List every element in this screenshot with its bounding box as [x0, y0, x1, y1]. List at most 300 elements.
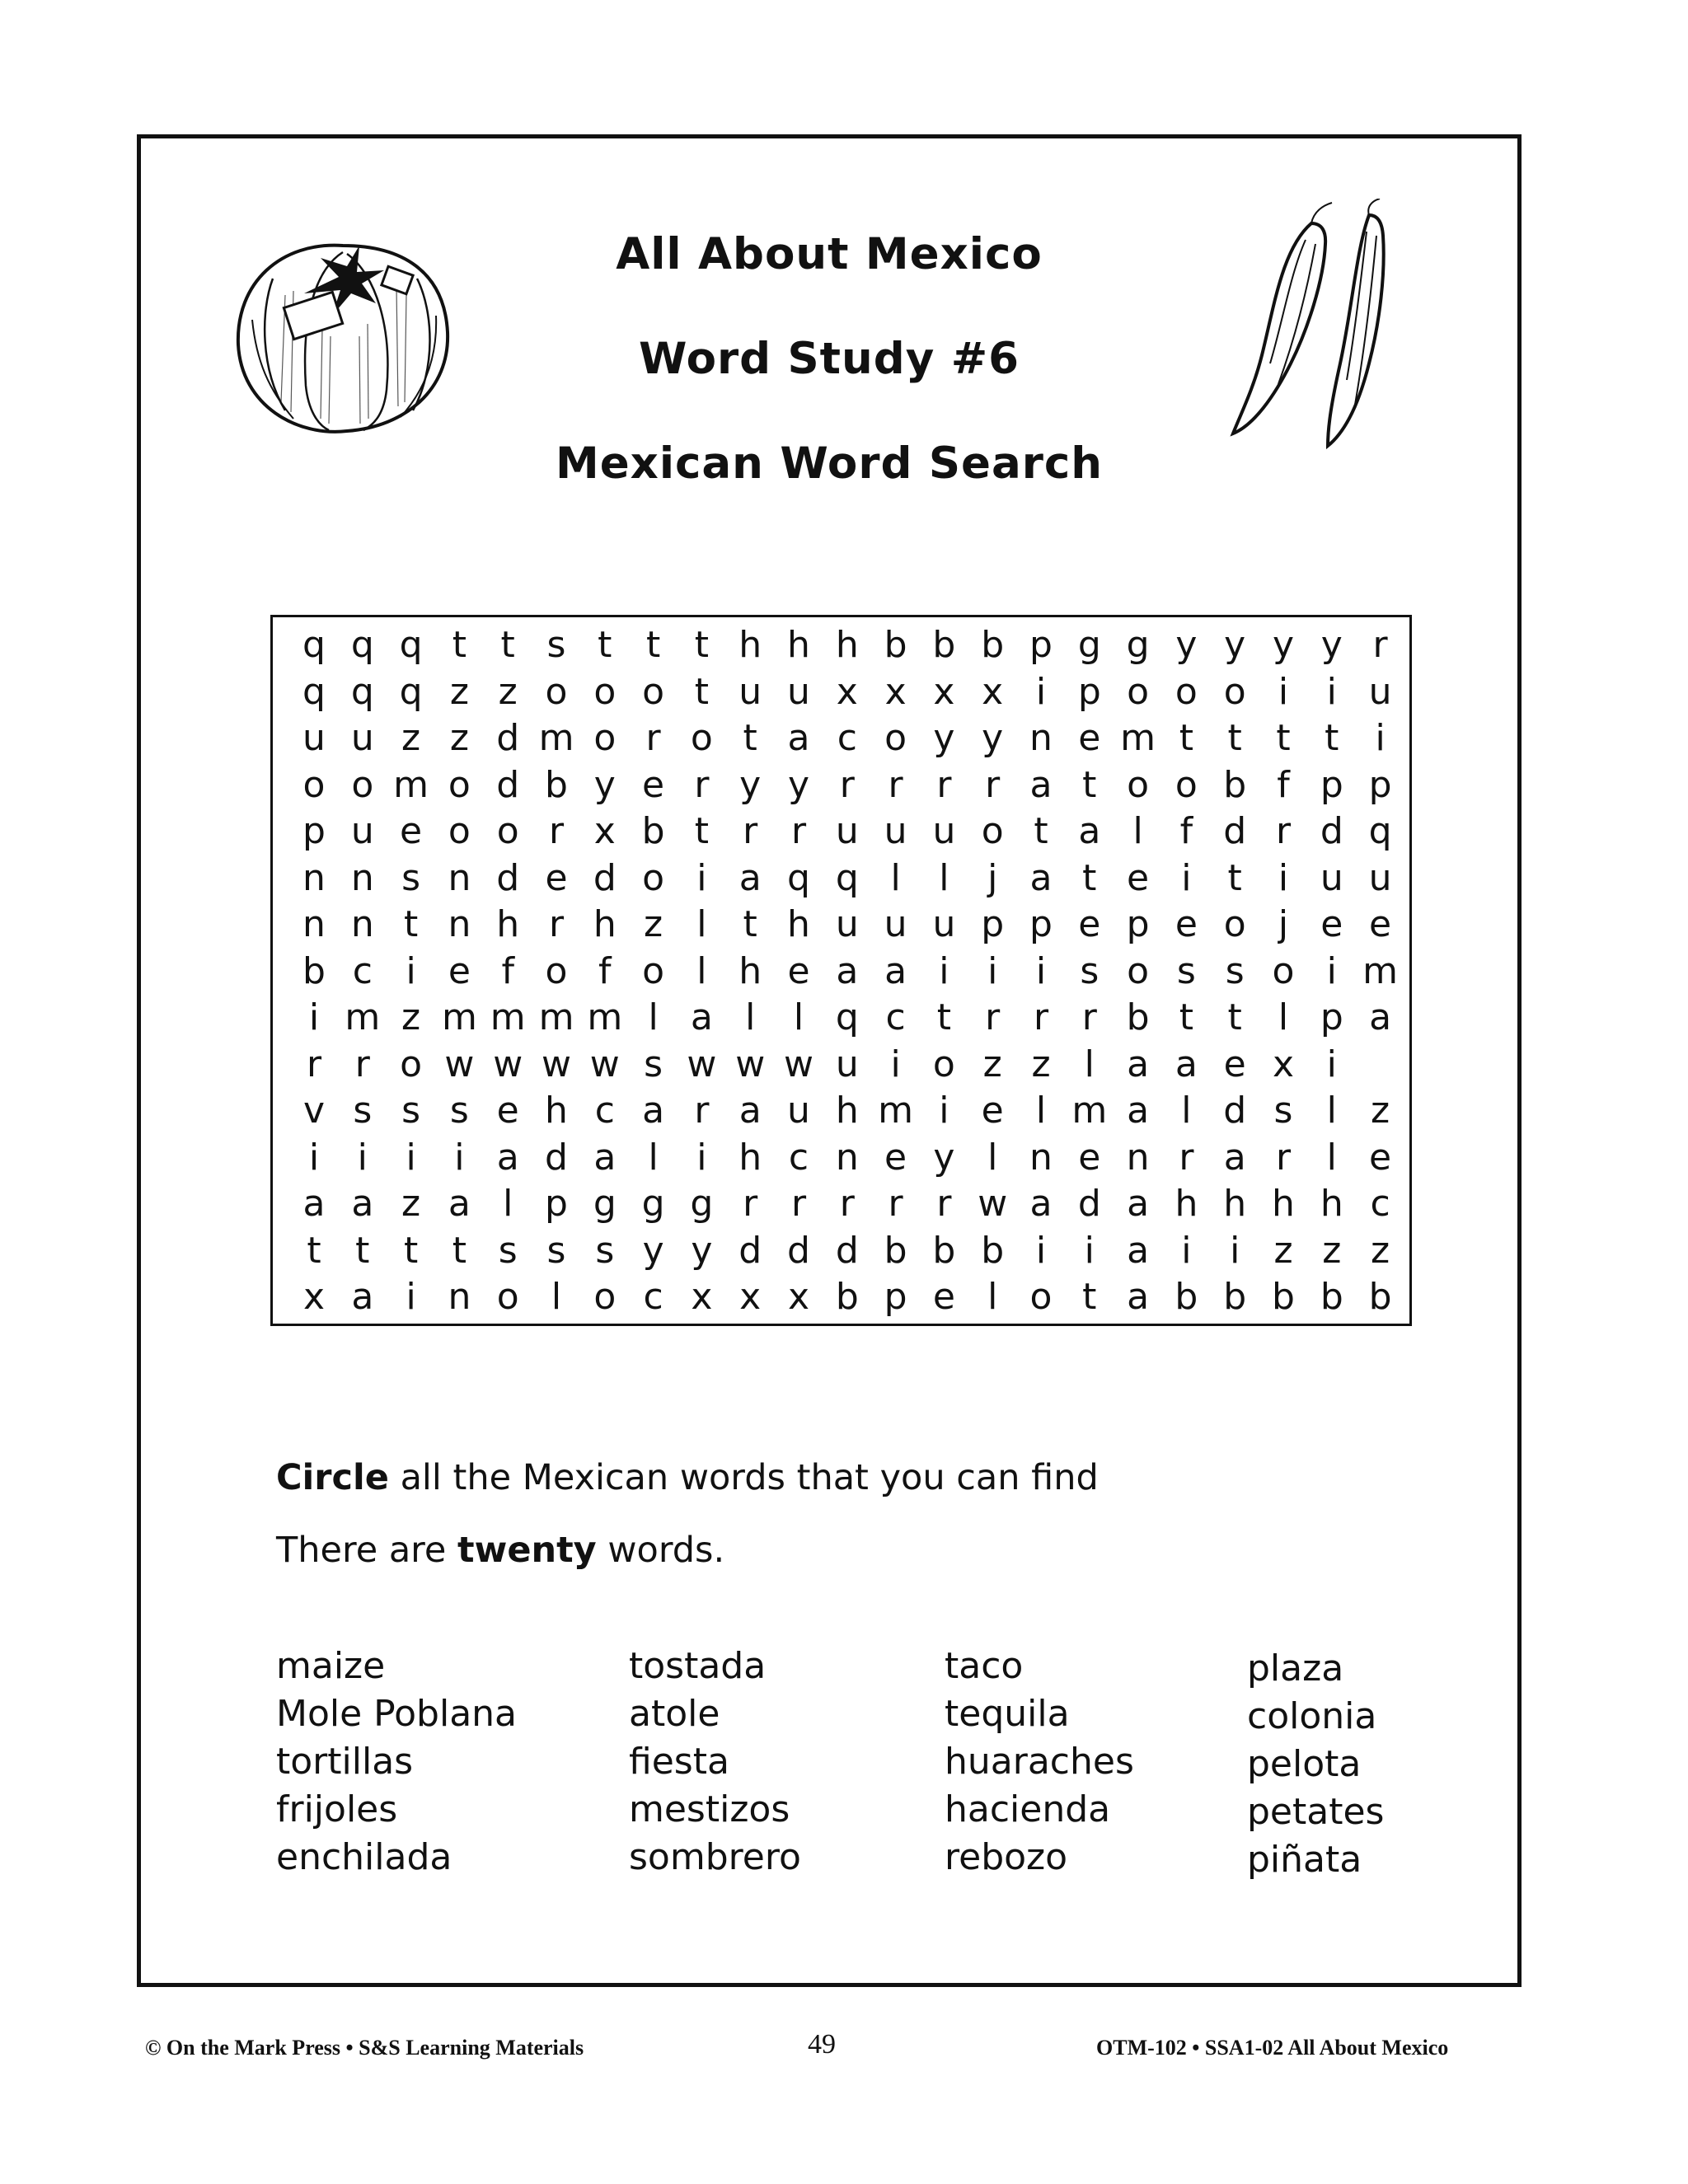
grid-letter: p [1368, 763, 1392, 806]
instruction-bold-twenty: twenty [457, 1530, 597, 1571]
grid-letter: t [355, 1229, 370, 1272]
grid-letter: e [1369, 903, 1392, 945]
grid-letter: d [1223, 1090, 1247, 1132]
grid-letter: o [1175, 670, 1198, 713]
grid-letter: y [739, 763, 762, 806]
grid-letter: e [1078, 717, 1101, 759]
grid-letter: v [302, 1090, 326, 1132]
grid-letter: b [1175, 1276, 1198, 1318]
grid-letter: z [1273, 1229, 1293, 1272]
grid-letter: t [645, 624, 661, 666]
word-list-item: tequila [945, 1693, 1070, 1735]
grid-letter: m [441, 996, 477, 1038]
grid-letter: b [302, 949, 326, 992]
grid-letter: z [1322, 1229, 1342, 1272]
grid-letter: t [1227, 996, 1242, 1038]
grid-letter: t [743, 717, 757, 759]
grid-letter: b [545, 763, 568, 806]
grid-letter: a [1175, 1043, 1198, 1085]
grid-letter: i [1035, 1229, 1047, 1272]
grid-letter: i [696, 1136, 707, 1179]
page-title: All About Mexico [616, 229, 1043, 279]
grid-letter: h [1175, 1183, 1198, 1225]
grid-letter: u [738, 670, 762, 713]
grid-letter: m [1071, 1090, 1108, 1132]
grid-letter: l [939, 856, 950, 899]
word-list-item: mestizos [629, 1788, 790, 1830]
grid-row [273, 808, 1409, 855]
grid-letter: e [1078, 903, 1101, 945]
grid-letter: c [885, 996, 906, 1038]
grid-row [273, 1088, 1409, 1134]
grid-letter: t [307, 1229, 321, 1272]
grid-letter: r [839, 1183, 855, 1225]
grid-letter: o [1175, 763, 1198, 806]
grid-letter: m [587, 996, 623, 1038]
grid-letter: t [1034, 810, 1048, 852]
grid-letter: a [690, 996, 713, 1038]
grid-letter: q [399, 624, 423, 666]
grid-letter: a [1127, 1043, 1150, 1085]
grid-letter: r [1081, 996, 1097, 1038]
word-list-item: colonia [1247, 1695, 1377, 1737]
grid-letter: d [496, 763, 520, 806]
grid-letter: h [496, 903, 520, 945]
grid-letter: g [593, 1183, 617, 1225]
grid-letter: b [1272, 1276, 1295, 1318]
grid-letter: i [406, 1276, 416, 1318]
grid-letter: o [1029, 1276, 1053, 1318]
grid-letter: t [694, 624, 710, 666]
grid-letter: z [1031, 1043, 1051, 1085]
grid-letter: s [595, 1229, 615, 1272]
grid-letter: y [1175, 624, 1198, 666]
word-list-item: taco [945, 1645, 1024, 1687]
grid-letter: e [1320, 903, 1343, 945]
grid-letter: l [696, 949, 707, 992]
grid-letter: i [939, 949, 950, 992]
word-list-item: tortillas [276, 1741, 414, 1783]
grid-letter: z [1371, 1090, 1390, 1132]
grid-letter: l [745, 996, 756, 1038]
grid-letter: i [1326, 949, 1337, 992]
word-list-item: huaraches [945, 1741, 1134, 1783]
grid-letter: a [351, 1276, 374, 1318]
grid-letter: t [403, 903, 419, 945]
grid-letter: c [788, 1136, 809, 1179]
grid-letter: z [401, 717, 421, 759]
grid-letter: x [739, 1276, 762, 1318]
grid-letter: q [399, 670, 423, 713]
grid-letter: o [593, 670, 617, 713]
grid-letter: y [1272, 624, 1295, 666]
grid-letter: i [1230, 1229, 1240, 1272]
grid-letter: q [302, 670, 326, 713]
grid-letter: o [981, 810, 1004, 852]
grid-letter: p [981, 903, 1005, 945]
grid-letter: b [1126, 996, 1150, 1038]
grid-letter: t [1082, 763, 1097, 806]
grid-letter: e [884, 1136, 907, 1179]
grid-letter: q [1368, 810, 1392, 852]
grid-letter: e [1223, 1043, 1246, 1085]
word-list-item: Mole Poblana [276, 1693, 518, 1735]
grid-letter: a [1029, 1183, 1053, 1225]
grid-letter: o [448, 810, 471, 852]
grid-letter: a [1127, 1229, 1150, 1272]
grid-letter: p [1320, 763, 1343, 806]
grid-letter: b [981, 624, 1005, 666]
grid-row [273, 1181, 1409, 1227]
grid-letter: s [1273, 1090, 1293, 1132]
grid-letter: l [987, 1136, 998, 1179]
grid-letter: o [448, 763, 471, 806]
grid-letter: i [987, 949, 998, 992]
instruction-line1-text: all the Mexican words that you can find [388, 1457, 1099, 1498]
grid-letter: z [644, 903, 663, 945]
grid-letter: p [302, 810, 326, 852]
grid-letter: b [932, 1229, 956, 1272]
grid-letter: e [1078, 1136, 1101, 1179]
grid-letter: m [538, 996, 574, 1038]
grid-letter: m [490, 996, 526, 1038]
grid-letter: u [1368, 856, 1392, 899]
grid-letter: l [890, 856, 901, 899]
grid-letter: q [302, 624, 326, 666]
grid-letter: o [1127, 763, 1150, 806]
grid-letter: g [641, 1183, 665, 1225]
grid-letter: b [1223, 763, 1247, 806]
grid-letter: o [642, 856, 665, 899]
grid-letter: d [496, 717, 520, 759]
grid-letter: u [787, 1090, 810, 1132]
grid-row [273, 762, 1409, 808]
grid-letter: l [503, 1183, 513, 1225]
grid-letter: i [1278, 856, 1289, 899]
grid-letter: u [835, 903, 859, 945]
grid-letter: o [1127, 670, 1150, 713]
word-list-item: hacienda [945, 1788, 1111, 1830]
grid-letter: f [501, 949, 514, 992]
grid-letter: c [1370, 1183, 1390, 1225]
grid-letter: a [642, 1090, 665, 1132]
grid-letter: e [400, 810, 423, 852]
grid-letter: j [987, 856, 998, 899]
grid-letter: i [1084, 1229, 1095, 1272]
grid-letter: p [1126, 903, 1150, 945]
grid-letter: l [987, 1276, 998, 1318]
grid-letter: r [888, 1183, 903, 1225]
grid-letter: r [694, 1090, 710, 1132]
grid-letter: b [1320, 1276, 1343, 1318]
grid-letter: e [496, 1090, 519, 1132]
grid-letter: m [393, 763, 429, 806]
grid-letter: t [1179, 996, 1194, 1038]
grid-letter: x [302, 1276, 326, 1318]
grid-letter: t [1276, 717, 1291, 759]
grid-letter: i [1326, 670, 1337, 713]
grid-letter: w [687, 1043, 717, 1085]
grid-letter: t [598, 624, 612, 666]
grid-letter: g [1126, 624, 1150, 666]
grid-letter: m [1362, 949, 1399, 992]
grid-letter: b [884, 624, 907, 666]
page-heading: Mexican Word Search [555, 438, 1104, 489]
grid-letter: i [939, 1090, 950, 1132]
grid-letter: y [691, 1229, 713, 1272]
grid-letter: a [738, 856, 762, 899]
grid-letter: b [1223, 1276, 1247, 1318]
grid-row [273, 1228, 1409, 1274]
grid-letter: a [302, 1183, 326, 1225]
instruction-line2-start: There are [276, 1530, 458, 1571]
grid-letter: t [1179, 717, 1194, 759]
grid-row [273, 622, 1409, 668]
grid-letter: s [546, 624, 566, 666]
grid-letter: o [1223, 903, 1246, 945]
grid-letter: u [884, 810, 907, 852]
grid-letter: b [641, 810, 665, 852]
grid-letter: t [452, 1229, 467, 1272]
grid-letter: r [694, 763, 710, 806]
grid-letter: c [837, 717, 857, 759]
grid-letter: u [884, 903, 907, 945]
grid-row [273, 1135, 1409, 1181]
grid-letter: o [400, 1043, 423, 1085]
word-list-item: piñata [1247, 1839, 1362, 1881]
grid-letter: s [1176, 949, 1196, 992]
grid-letter: x [1272, 1043, 1295, 1085]
grid-letter: r [1372, 624, 1388, 666]
grid-letter: w [978, 1183, 1008, 1225]
grid-row [273, 995, 1409, 1041]
grid-letter: m [878, 1090, 914, 1132]
grid-letter: r [306, 1043, 322, 1085]
grid-letter: o [302, 763, 326, 806]
grid-letter: y [593, 763, 616, 806]
grid-letter: r [548, 810, 565, 852]
grid-letter: r [645, 717, 661, 759]
grid-letter: i [308, 1136, 320, 1179]
grid-letter: h [1272, 1183, 1295, 1225]
grid-letter: w [542, 1043, 571, 1085]
grid-letter: l [1278, 996, 1289, 1038]
grid-letter: e [981, 1090, 1004, 1132]
grid-row [273, 669, 1409, 715]
grid-letter: x [933, 670, 955, 713]
word-list-item: rebozo [945, 1836, 1068, 1878]
grid-letter: d [1077, 1183, 1101, 1225]
grid-letter: o [1272, 949, 1295, 992]
grid-letter: w [784, 1043, 814, 1085]
grid-letter: s [1080, 949, 1100, 992]
grid-letter: l [696, 903, 707, 945]
grid-letter: e [545, 856, 568, 899]
grid-letter: x [787, 1276, 810, 1318]
grid-row [273, 902, 1409, 948]
grid-letter: o [545, 949, 568, 992]
grid-letter: z [401, 1183, 421, 1225]
grid-letter: b [932, 624, 956, 666]
grid-letter: l [551, 1276, 562, 1318]
grid-letter: a [1029, 856, 1053, 899]
grid-letter: q [835, 856, 859, 899]
grid-letter: z [982, 1043, 1002, 1085]
grid-letter: t [694, 670, 710, 713]
grid-letter: r [985, 996, 1001, 1038]
grid-letter: r [936, 763, 952, 806]
grid-letter: g [1077, 624, 1101, 666]
grid-letter: b [835, 1276, 859, 1318]
grid-letter: s [546, 1229, 566, 1272]
grid-letter: y [642, 1229, 664, 1272]
grid-letter: h [545, 1090, 568, 1132]
grid-letter: s [401, 856, 421, 899]
grid-letter: r [1275, 1136, 1292, 1179]
grid-letter: i [1035, 949, 1047, 992]
grid-letter: h [738, 949, 762, 992]
grid-letter: a [884, 949, 907, 992]
grid-letter: z [498, 670, 518, 713]
grid-letter: u [1320, 856, 1343, 899]
word-list-item: maize [276, 1645, 386, 1687]
grid-letter: a [1369, 996, 1392, 1038]
grid-letter: a [1127, 1090, 1150, 1132]
grid-letter: z [401, 996, 421, 1038]
grid-letter: e [642, 763, 665, 806]
word-list-item: atole [629, 1693, 720, 1735]
grid-letter: n [1029, 717, 1053, 759]
grid-row [273, 715, 1409, 762]
grid-letter: p [1029, 903, 1053, 945]
grid-letter: p [1029, 624, 1053, 666]
grid-letter: h [593, 903, 617, 945]
grid-letter: e [448, 949, 471, 992]
grid-letter: e [1127, 856, 1150, 899]
grid-letter: u [350, 717, 374, 759]
grid-letter: i [1181, 1229, 1192, 1272]
grid-row [273, 949, 1409, 995]
grid-letter: o [1127, 949, 1150, 992]
grid-letter: n [1126, 1136, 1150, 1179]
grid-letter: p [1320, 996, 1343, 1038]
grid-letter: a [1078, 810, 1101, 852]
word-list-item: frijoles [276, 1788, 398, 1830]
grid-letter: o [642, 670, 665, 713]
grid-letter: d [496, 856, 520, 899]
grid-letter: n [448, 1276, 471, 1318]
page-subtitle: Word Study #6 [639, 334, 1020, 384]
grid-letter: b [884, 1229, 907, 1272]
word-list-item: pelota [1247, 1743, 1362, 1785]
grid-letter: o [545, 670, 568, 713]
grid-letter: m [538, 717, 574, 759]
grid-letter: h [835, 624, 859, 666]
word-search-grid [270, 615, 1412, 1326]
grid-letter: a [351, 1183, 374, 1225]
grid-letter: p [884, 1276, 907, 1318]
grid-letter: c [594, 1090, 615, 1132]
grid-letter: s [449, 1090, 469, 1132]
grid-letter: i [890, 1043, 901, 1085]
grid-letter: s [644, 1043, 663, 1085]
grid-letter: d [738, 1229, 762, 1272]
grid-letter: t [403, 1229, 419, 1272]
word-list-item: enchilada [276, 1836, 452, 1878]
grid-letter: h [787, 903, 810, 945]
grid-letter: j [1278, 903, 1289, 945]
grid-letter: y [933, 717, 955, 759]
footer-copyright: © On the Mark Press • S&S Learning Materials [145, 2036, 584, 2060]
grid-letter: z [449, 717, 469, 759]
grid-letter: r [839, 763, 855, 806]
grid-letter: t [1082, 1276, 1097, 1318]
grid-letter: u [835, 1043, 859, 1085]
page-frame [137, 134, 1522, 1987]
grid-letter: c [643, 1276, 663, 1318]
grid-letter: y [933, 1136, 955, 1179]
grid-letter: t [500, 624, 515, 666]
grid-letter: s [401, 1090, 421, 1132]
grid-letter: l [1132, 810, 1143, 852]
grid-letter: o [351, 763, 374, 806]
footer-catalog: OTM-102 • SSA1-02 All About Mexico [1096, 2036, 1449, 2060]
grid-letter: l [648, 996, 659, 1038]
grid-letter: t [1082, 856, 1097, 899]
grid-letter: t [743, 903, 757, 945]
word-list-item: fiesta [629, 1741, 729, 1783]
grid-letter: z [449, 670, 469, 713]
grid-letter: a [787, 717, 810, 759]
chili-peppers-illustration [1225, 199, 1423, 454]
grid-letter: c [352, 949, 373, 992]
grid-letter: r [743, 810, 758, 852]
grid-letter: s [498, 1229, 518, 1272]
grid-letter: o [496, 810, 519, 852]
grid-row [273, 855, 1409, 902]
grid-letter: f [598, 949, 612, 992]
grid-letter: r [790, 1183, 807, 1225]
grid-letter: n [1029, 1136, 1053, 1179]
grid-letter: t [1227, 717, 1242, 759]
grid-letter: r [1275, 810, 1292, 852]
grid-letter: q [350, 624, 374, 666]
grid-letter: r [354, 1043, 370, 1085]
word-list-item: petates [1247, 1791, 1385, 1833]
grid-letter: o [1223, 670, 1246, 713]
grid-letter: h [738, 624, 762, 666]
grid-letter: n [448, 903, 471, 945]
instruction-line2-end: words. [596, 1530, 725, 1571]
grid-letter: l [648, 1136, 659, 1179]
grid-letter: e [932, 1276, 955, 1318]
grid-letter: u [932, 810, 956, 852]
grid-letter: r [790, 810, 807, 852]
grid-letter: u [302, 717, 326, 759]
word-list-item: sombrero [629, 1836, 801, 1878]
grid-letter: u [350, 810, 374, 852]
grid-letter: x [884, 670, 907, 713]
grid-letter: a [1127, 1276, 1150, 1318]
grid-letter: d [1320, 810, 1343, 852]
grid-letter: i [454, 1136, 465, 1179]
grid-letter: r [743, 1183, 758, 1225]
page-number: 49 [808, 2029, 836, 2060]
grid-letter: r [1179, 1136, 1194, 1179]
grid-letter: d [835, 1229, 859, 1272]
grid-letter: l [1326, 1136, 1337, 1179]
grid-letter: h [1223, 1183, 1247, 1225]
